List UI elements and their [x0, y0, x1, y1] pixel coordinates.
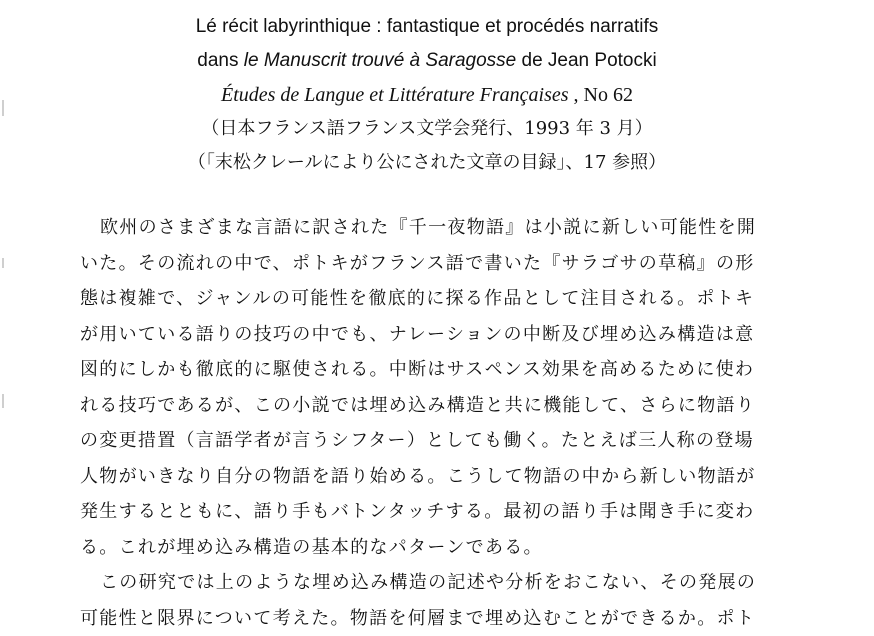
scan-edge-mark — [2, 258, 4, 268]
publisher-note: （日本フランス語フランス文学会発行、1993 年 3 月） — [0, 112, 874, 146]
reference-note: （「末松クレールにより公にされた文章の目録」、17 参照） — [0, 146, 874, 180]
text-line: 図的にしかも徹底的に駆使される。中断はサスペンス効果を高めるために使わ — [80, 352, 780, 388]
subtitle-prefix: dans — [197, 50, 243, 71]
article-title — [0, 10, 874, 44]
text-line: の変更措置（言語学者が言うシフター）としても働く。たとえば三人称の登場 — [80, 423, 780, 459]
work-title: le Manuscrit trouvé à Saragosse — [244, 50, 516, 71]
text-line: この研究では上のような埋め込み構造の記述や分析をおこない、その発展の — [80, 565, 780, 601]
text-line: いた。その流れの中で、ポトキがフランス語で書いた『サラゴサの草稿』の形 — [80, 246, 780, 282]
paragraph-2 — [80, 565, 780, 636]
journal-title: Études de Langue et Littérature Françaises — [221, 84, 569, 106]
scan-edge-mark — [2, 394, 4, 408]
text-line: 人物がいきなり自分の物語を語り始める。こうして物語の中から新しい物語が — [80, 459, 780, 495]
article-subtitle — [0, 44, 874, 78]
journal-citation — [0, 78, 874, 112]
paragraph-1 — [80, 210, 780, 565]
abstract-body — [80, 210, 780, 636]
subtitle-suffix: de Jean Potocki — [516, 50, 656, 71]
text-line: 可能性と限界について考えた。物語を何層まで埋め込むことができるか。ポト — [80, 601, 780, 636]
text-line: 欧州のさまざまな言語に訳された『千一夜物語』は小説に新しい可能性を開 — [80, 210, 780, 246]
text-line: が用いている語りの技巧の中でも、ナレーションの中断及び埋め込み構造は意 — [80, 317, 780, 353]
text-line: る。これが埋め込み構造の基本的なパターンである。 — [80, 530, 780, 566]
text-line: れる技巧であるが、この小説では埋め込み構造と共に機能して、さらに物語り — [80, 388, 780, 424]
text-line: 発生するとともに、語り手もバトンタッチする。最初の語り手は聞き手に変わ — [80, 494, 780, 530]
document-header — [0, 10, 874, 180]
article-title-text: Lé récit labyrinthique : fantastique et procédés narratifs — [196, 16, 659, 37]
journal-issue: , No 62 — [569, 84, 633, 106]
text-line: 態は複雑で、ジャンルの可能性を徹底的に探る作品として注目される。ポトキ — [80, 281, 780, 317]
